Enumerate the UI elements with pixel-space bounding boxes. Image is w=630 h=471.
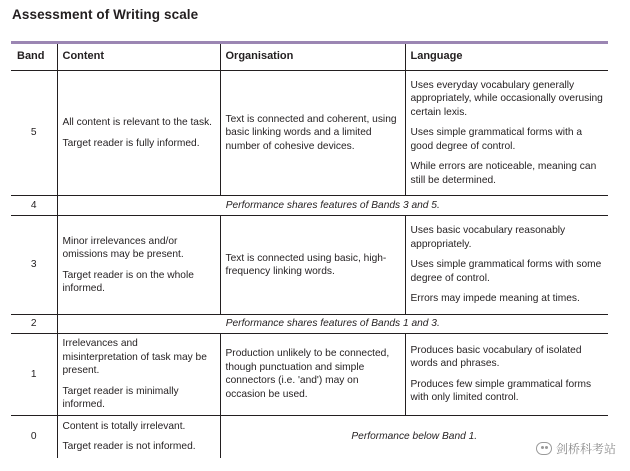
content-cell: [57, 334, 220, 416]
band-number: 4: [11, 196, 57, 216]
band-4-row: [11, 196, 608, 216]
language-text: Errors may impede meaning at times.: [410, 293, 580, 305]
content-cell: [57, 415, 220, 458]
band-number: 0: [30, 430, 37, 442]
watermark-text: 剑桥科考站: [555, 442, 616, 456]
language-text: Uses simple grammatical forms with some degree of control.: [410, 259, 602, 284]
content-text: Target reader is on the whole informed.: [62, 269, 194, 294]
organisation-cell: [220, 216, 405, 315]
band-3-row: [11, 216, 608, 315]
content-text: Content is totally irrelevant.: [62, 420, 186, 432]
band-2-row: [11, 315, 608, 334]
language-text: Uses simple grammatical forms with a good degree of control.: [410, 127, 583, 152]
assessment-table: [11, 41, 608, 458]
content-text: Minor irrelevances and/or omissions may be present.: [62, 235, 184, 260]
language-cell: [405, 334, 608, 416]
band-number: 3: [11, 216, 57, 315]
language-text: While errors are noticeable, meaning can still be determined.: [410, 161, 597, 186]
content-cell: [57, 71, 220, 196]
organisation-text: Text is connected and coherent, using basic linking words and a limited number of cohesive devices.: [225, 113, 397, 152]
performance-note: Performance shares features of Bands 3 and 5.: [57, 196, 608, 216]
band-5-row: [11, 71, 608, 196]
language-cell: [405, 216, 608, 315]
language-cell: [405, 71, 608, 196]
language-text: Uses everyday vocabulary generally appropriately, while occasionally overusing certain lexis.: [410, 79, 603, 118]
band-1-row: [11, 334, 608, 416]
watermark: [536, 440, 616, 457]
organisation-text: Production unlikely to be connected, though punctuation and simple connectors (i.e. 'and') may on occasion be used.: [225, 348, 390, 400]
language-text: Produces few simple grammatical forms with only limited control.: [410, 378, 592, 404]
language-text: Produces basic vocabulary of isolated words and phrases.: [410, 344, 582, 370]
content-text: Target reader is minimally informed.: [62, 385, 179, 410]
content-text: Irrelevances and misinterpretation of task may be present.: [62, 338, 207, 376]
band-number: 1: [11, 334, 57, 416]
header-organisation: Organisation: [220, 43, 405, 71]
organisation-cell: [220, 71, 405, 196]
content-cell: [57, 216, 220, 315]
header-band: Band: [11, 43, 57, 71]
header-language: Language: [405, 43, 608, 71]
band-number: 2: [11, 315, 57, 334]
content-text: Target reader is fully informed.: [62, 137, 200, 149]
language-text: Uses basic vocabulary reasonably appropriately.: [410, 225, 566, 250]
content-text: All content is relevant to the task.: [62, 117, 212, 128]
content-text: Target reader is not informed.: [62, 441, 196, 452]
organisation-cell: [220, 334, 405, 416]
band-number: 5: [11, 71, 57, 196]
performance-note: Performance below Band 1.: [220, 415, 608, 458]
wechat-icon: [536, 442, 552, 455]
page-title: Assessment of Writing scale: [12, 7, 199, 22]
organisation-text: Text is connected using basic, high-frequency linking words.: [225, 252, 387, 277]
performance-note: Performance shares features of Bands 1 and 3.: [57, 315, 608, 334]
header-row: [11, 43, 608, 71]
header-content: Content: [57, 43, 220, 71]
band-0-row: [11, 415, 608, 458]
